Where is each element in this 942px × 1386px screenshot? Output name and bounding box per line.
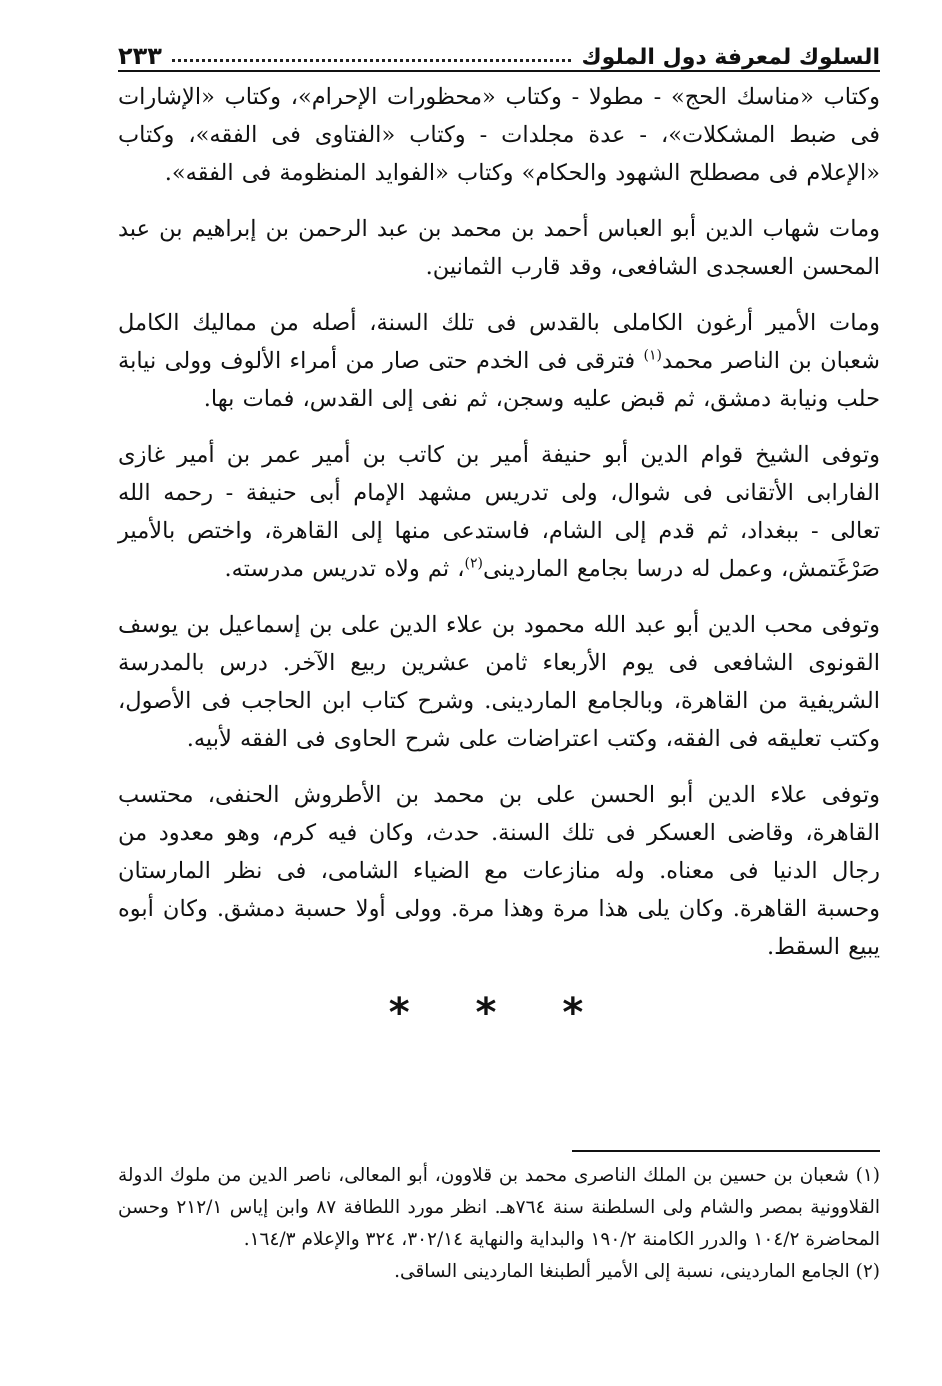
paragraph-text: فترقى فى الخدم حتى صار من أمراء الألوف وولى نيابة حلب ونيابة دمشق، ثم قبض عليه وسجن، ثم نفى إلى القدس، فمات بها. bbox=[118, 348, 880, 412]
paragraph-book-list: وكتاب «مناسك الحج» - مطولا - وكتاب «محظورات الإحرام»، وكتاب «الإشارات فى ضبط المشكلات»، - عدة مجلدات - وكتاب «الفتاوى فى الفقه»، وكتاب «الإعلام فى مصطلح الشهود والحكام» وكتاب «الفوايد المنظومة فى الفقه». bbox=[118, 84, 880, 186]
paragraph-muhibb-al-din: وتوفى محب الدين أبو عبد الله محمود بن علاء الدين على بن إسماعيل بن يوسف القونوى الشافعى فى يوم الأربعاء ثامن عشرين ربيع الآخر. درس بالمدرسة الشريفية من القاهرة، وبالجامع الماردينى. وشرح كتاب ابن الحاجب فى الأصول، وكتب تعليقه فى الفقه، وكتب اعتراضات على شرح الحاوى فى الفقه لأبيه. bbox=[118, 612, 880, 752]
section-separator: * * * bbox=[388, 990, 610, 1036]
paragraph-arghun-al-kamili bbox=[118, 304, 880, 418]
paragraph-text: ومات الأمير أرغون الكاملى بالقدس فى تلك السنة، أصله من مماليك الكامل شعبان بن الناصر محمد bbox=[118, 310, 881, 374]
paragraph-text: وتوفى الشيخ قوام الدين أبو حنيفة أمير بن كاتب بن أمير عمر بن أمير غازى الفارابى الأتقانى فى شوال، ولى تدريس مشهد الإمام أبى حنيفة - رحمه الله تعالى - ببغداد، ثم قدم إلى الشام، فاستدعى منها إلى القاهرة، واختص بالأمير صَرْغَتمش، وعمل له درسا بجامع الماردينى bbox=[118, 442, 880, 582]
book-title: السلوك لمعرفة دول الملوك bbox=[581, 45, 880, 70]
paragraph-text: ، ثم ولاه تدريس مدرسته. bbox=[224, 556, 465, 582]
footnote-ref-2[interactable]: (٢) bbox=[464, 555, 484, 572]
page-number: ٢٣٣ bbox=[118, 42, 162, 70]
footnote-1: (١) شعبان بن حسين بن الملك الناصرى محمد بن قلاوون، أبو المعالى، ناصر الدين من ملوك الدولة القلاوونية بمصر والشام ولى السلطنة سنة ٧٦٤هـ. انظر مورد اللطافة ٨٧ وابن إياس ٢١٢/١ وحسن المحاضرة ١٠٤/٢ والدرر الكامنة ١٩٠/٢ والبداية والنهاية ٣٠٢/١٤، ٣٢٤ والإعلام ١٦٤/٣. bbox=[118, 1165, 880, 1250]
footnote-ref-1[interactable]: (١) bbox=[643, 347, 662, 364]
footnote-2: (٢) الجامع الماردينى، نسبة إلى الأمير ألطبنغا الماردينى الساقى. bbox=[394, 1261, 880, 1282]
paragraph-ala-al-din: وتوفى علاء الدين أبو الحسن على بن محمد بن الأطروش الحنفى، محتسب القاهرة، وقاضى العسكر فى تلك السنة. حدث، وكان فيه كرم، وهو معدود من رجال الدنيا فى معناه. وله منازعات مع الضياء الشامى، فى نظر المارستان وحسبة القاهرة. وكان يلى هذا مرة وهذا مرة. وولى أولا حسبة دمشق. وكان أبوه يبيع السقط. bbox=[118, 782, 880, 960]
footnote-divider bbox=[572, 1150, 880, 1152]
paragraph-qiwam-al-din bbox=[118, 436, 880, 588]
footnotes bbox=[118, 1160, 880, 1288]
main-text bbox=[118, 78, 880, 984]
paragraph-shihab-al-din: ومات شهاب الدين أبو العباس أحمد بن محمد بن عبد الرحمن بن إبراهيم بن عبد المحسن العسجدى الشافعى، وقد قارب الثمانين. bbox=[118, 216, 880, 280]
running-header bbox=[118, 30, 880, 72]
header-dot-leader bbox=[172, 59, 572, 62]
